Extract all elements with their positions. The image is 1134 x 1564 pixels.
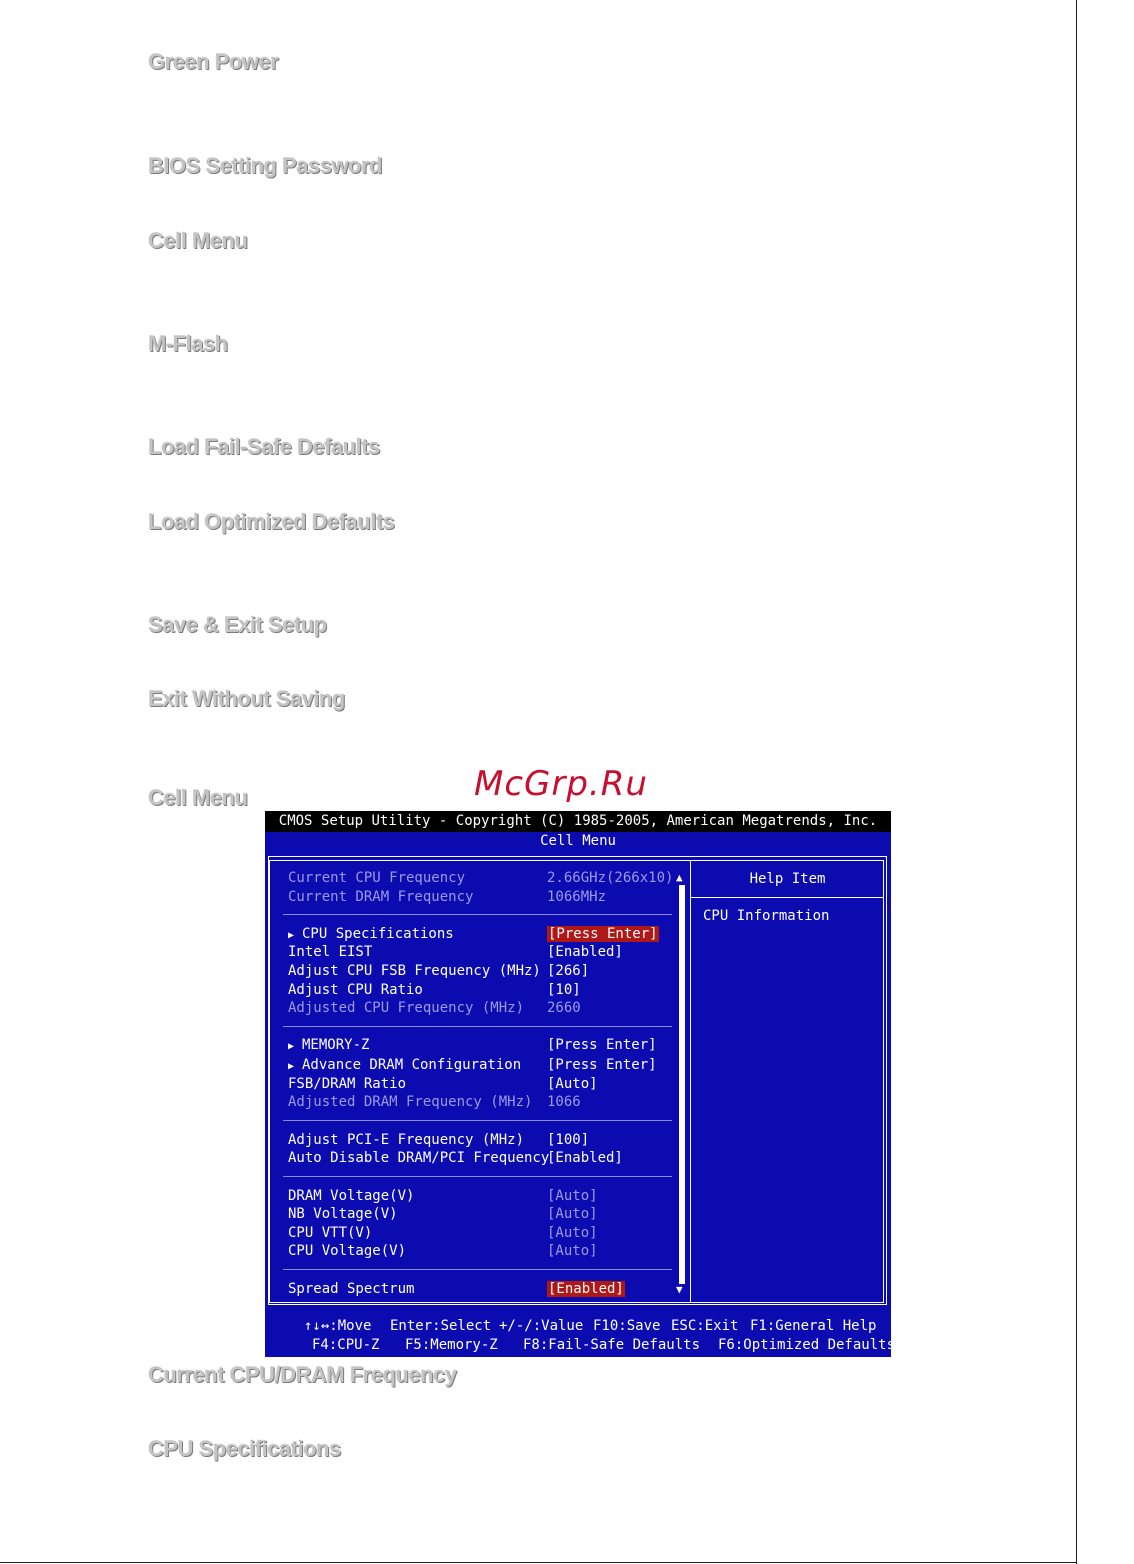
setting-label: Adjusted CPU Frequency (MHz) [288, 1000, 525, 1016]
heading-cpu-specifications: CPU Specifications [148, 1436, 341, 1461]
setting-spread-spectrum[interactable] [288, 1281, 414, 1297]
setting-cpu-voltage[interactable] [288, 1243, 406, 1259]
setting-label: Intel EIST [288, 944, 373, 960]
setting-nb-voltage[interactable] [288, 1206, 398, 1222]
page-border-bottom [0, 1562, 1077, 1563]
heading-load-optimized-defaults: Load Optimized Defaults [148, 509, 395, 534]
setting-adjusted-cpu-frequency [288, 1000, 524, 1016]
setting-label: Current CPU Frequency [288, 870, 466, 886]
setting-intel-eist[interactable] [288, 944, 372, 960]
setting-label: Advance DRAM Configuration [302, 1057, 522, 1073]
footer-key-general-help: F1:General Help [750, 1318, 877, 1334]
setting-label: DRAM Voltage(V) [288, 1188, 415, 1204]
setting-current-dram-frequency [288, 889, 473, 905]
heading-bios-setting-password: BIOS Setting Password [148, 153, 382, 178]
footer-key-cpu-z: F4:CPU-Z [312, 1337, 380, 1353]
highlighted-value: [Press Enter] [548, 926, 658, 942]
footer-key-optimized-defaults: F6:Optimized Defaults [718, 1337, 896, 1353]
setting-label: Adjusted DRAM Frequency (MHz) [288, 1094, 533, 1110]
setting-adjust-cpu-fsb-frequency[interactable] [288, 963, 541, 979]
heading-exit-without-saving: Exit Without Saving [148, 686, 345, 711]
setting-label: CPU Specifications [302, 926, 454, 942]
footer-key-move: ↑↓↔:Move [304, 1318, 372, 1334]
watermark: McGrp.Ru [474, 764, 648, 804]
value-auto-disable-dram-pci-frequency[interactable]: [Enabled] [547, 1150, 623, 1166]
group-separator [283, 1026, 672, 1027]
setting-current-cpu-frequency [288, 870, 465, 886]
scroll-down-arrow-icon: ▼ [676, 1283, 683, 1296]
setting-cpu-vtt[interactable] [288, 1225, 372, 1241]
heading-green-power: Green Power [148, 49, 279, 74]
setting-label: Adjust PCI-E Frequency (MHz) [288, 1132, 525, 1148]
panel-divider [690, 860, 691, 1303]
setting-dram-voltage[interactable] [288, 1188, 414, 1204]
setting-label: CPU Voltage(V) [288, 1243, 407, 1259]
value-dram-voltage[interactable]: [Auto] [547, 1188, 598, 1204]
setting-label: NB Voltage(V) [288, 1206, 398, 1222]
page-border-right [1076, 0, 1077, 1564]
value-nb-voltage[interactable]: [Auto] [547, 1206, 598, 1222]
setting-label: Auto Disable DRAM/PCI Frequency [288, 1150, 550, 1166]
group-separator [283, 1269, 672, 1270]
heading-current-cpu-dram-frequency: Current CPU/DRAM Frequency [148, 1362, 457, 1387]
value-adjust-cpu-fsb-frequency[interactable]: [266] [547, 963, 590, 979]
value-fsb-dram-ratio[interactable]: [Auto] [547, 1076, 598, 1092]
setting-fsb-dram-ratio[interactable] [288, 1076, 406, 1092]
setting-label: Current DRAM Frequency [288, 889, 474, 905]
value-cpu-vtt[interactable]: [Auto] [547, 1225, 598, 1241]
group-separator [283, 914, 672, 915]
scrollbar[interactable] [679, 885, 685, 1284]
bios-menu-title: Cell Menu [540, 833, 616, 849]
scroll-up-arrow-icon[interactable]: ▲ [676, 871, 683, 884]
bios-title-bar [265, 811, 891, 832]
group-separator [283, 1120, 672, 1121]
setting-adjusted-dram-frequency [288, 1094, 532, 1110]
group-separator [283, 1176, 672, 1177]
submenu-arrow-icon: ▶ [288, 1041, 295, 1052]
setting-advance-dram-configuration[interactable] [288, 1057, 521, 1073]
value-adjust-cpu-ratio[interactable]: [10] [547, 982, 581, 998]
setting-adjust-cpu-ratio[interactable] [288, 982, 423, 998]
value-spread-spectrum[interactable] [547, 1281, 625, 1297]
setting-label: MEMORY-Z [302, 1037, 370, 1053]
submenu-arrow-icon: ▶ [288, 930, 295, 941]
heading-save-exit-setup: Save & Exit Setup [148, 612, 327, 637]
help-item-title: Help Item [749, 871, 826, 887]
setting-adjust-pcie-frequency[interactable] [288, 1132, 524, 1148]
setting-label: Spread Spectrum [288, 1281, 415, 1297]
footer-key-select: Enter:Select [390, 1318, 492, 1334]
value-cpu-specifications[interactable] [547, 926, 659, 942]
bios-title: CMOS Setup Utility - Copyright (C) 1985-2005, American Megatrends, Inc. [278, 813, 878, 829]
value-advance-dram-configuration[interactable]: [Press Enter] [547, 1057, 657, 1073]
value-cpu-voltage[interactable]: [Auto] [547, 1243, 598, 1259]
value-adjusted-cpu-frequency: 2660 [547, 1000, 581, 1016]
setting-memory-z[interactable] [288, 1037, 369, 1053]
value-current-dram-frequency: 1066MHz [547, 889, 607, 905]
heading-cell-menu-2: Cell Menu [148, 785, 248, 810]
setting-label: FSB/DRAM Ratio [288, 1076, 407, 1092]
value-memory-z[interactable]: [Press Enter] [547, 1037, 657, 1053]
heading-cell-menu: Cell Menu [148, 228, 248, 253]
value-adjusted-dram-frequency: 1066 [547, 1094, 581, 1110]
value-current-cpu-frequency: 2.66GHz(266x10) [547, 870, 674, 886]
setting-label: Adjust CPU Ratio [288, 982, 423, 998]
help-separator [691, 897, 884, 898]
footer-key-save: F10:Save [593, 1318, 661, 1334]
footer-key-memory-z: F5:Memory-Z [405, 1337, 498, 1353]
submenu-arrow-icon: ▶ [288, 1061, 295, 1072]
setting-label: Adjust CPU FSB Frequency (MHz) [288, 963, 541, 979]
highlighted-value: [Enabled] [548, 1281, 624, 1297]
setting-cpu-specifications[interactable] [288, 926, 454, 942]
footer-key-exit: ESC:Exit [671, 1318, 739, 1334]
footer-key-fail-safe-defaults: F8:Fail-Safe Defaults [523, 1337, 701, 1353]
heading-m-flash: M-Flash [148, 331, 228, 356]
help-item-text: CPU Information [703, 908, 830, 924]
value-intel-eist[interactable]: [Enabled] [547, 944, 623, 960]
setting-label: CPU VTT(V) [288, 1225, 373, 1241]
setting-auto-disable-dram-pci-frequency[interactable] [288, 1150, 549, 1166]
heading-load-fail-safe-defaults: Load Fail-Safe Defaults [148, 434, 380, 459]
value-adjust-pcie-frequency[interactable]: [100] [547, 1132, 590, 1148]
bios-screen [265, 811, 896, 1357]
footer-key-value: +/-/:Value [499, 1318, 584, 1334]
